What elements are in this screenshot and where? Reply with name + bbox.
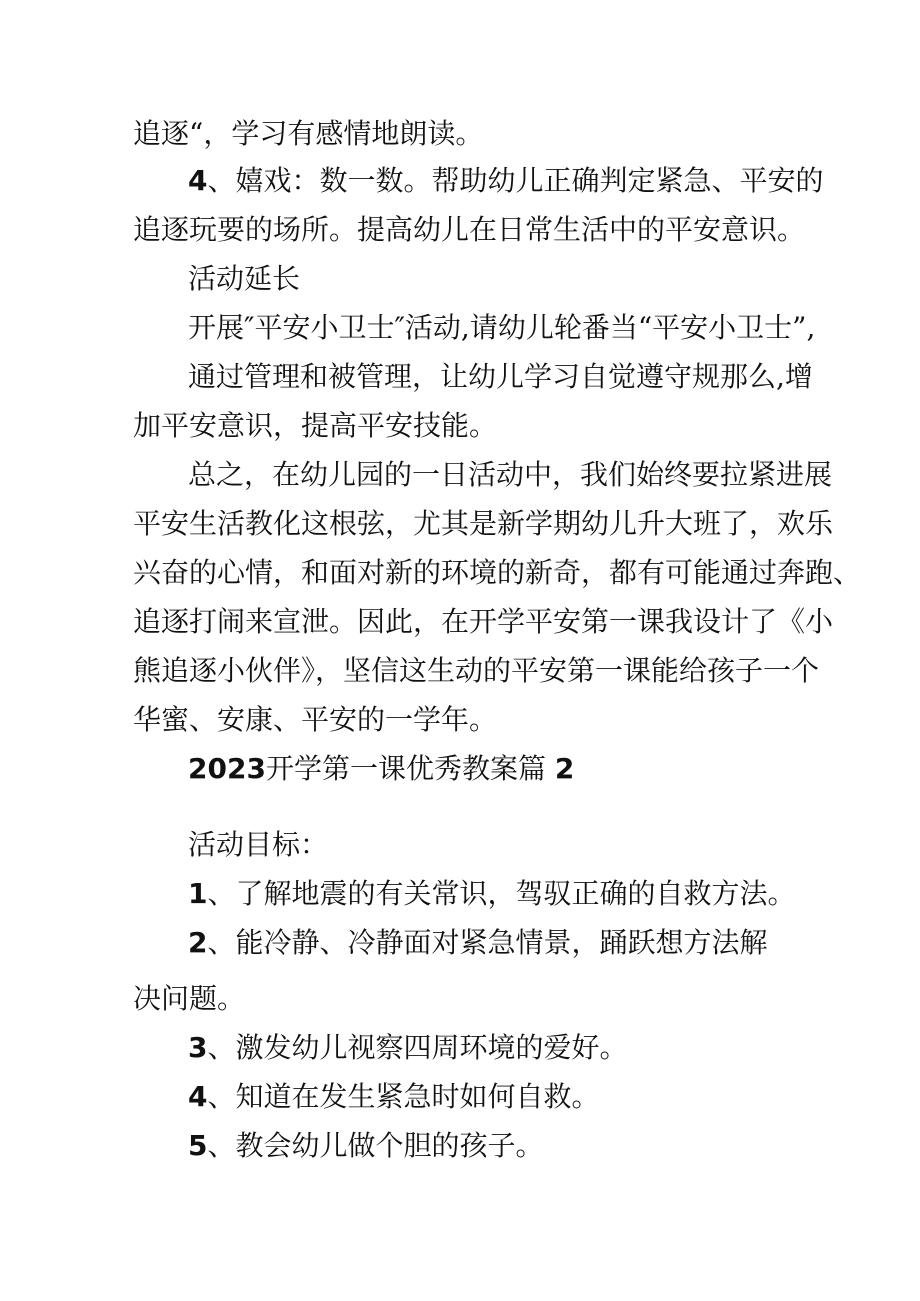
paragraph-line <box>133 981 245 1017</box>
heading-year: 2023 <box>188 752 266 785</box>
paragraph-line <box>133 212 805 248</box>
goals-title: 活动目标： <box>188 828 329 861</box>
summary-line: 兴奋的心情，和面对新的环境的新奇，都有可能通过奔跑、 <box>133 556 862 589</box>
item-text: 、教会幼儿做个胆的孩子。 <box>207 1129 544 1162</box>
list-item <box>188 925 768 961</box>
extension-title: 活动延长 <box>188 262 301 295</box>
item-text: 、嬉戏：数一数。帮助幼儿正确判定紧急、平安的 <box>207 164 824 197</box>
item-number: 3 <box>188 1031 208 1064</box>
extension-paragraph: 加平安意识，提高平安技能。 <box>133 409 498 442</box>
summary-line: 追逐打闹来宣泄。因此，在开学平安第一课我设计了《小 <box>133 605 834 638</box>
list-item <box>188 1079 600 1115</box>
section-title <box>188 261 300 297</box>
paragraph-line <box>133 702 497 738</box>
summary-line: 平安生活教化这根弦，尤其是新学期幼儿升大班了，欢乐 <box>133 507 834 540</box>
section-heading <box>188 751 574 787</box>
summary-line: 熊追逐小伙伴》，坚信这生动的平安第一课能给孩子一个 <box>133 654 820 687</box>
summary-line: 华蜜、安康、平安的一学年。 <box>133 703 498 736</box>
summary-line: 总之，在幼儿园的一日活动中，我们始终要拉紧进展 <box>188 458 833 491</box>
item-number: 4 <box>188 1080 208 1113</box>
heading-number: 2 <box>554 752 575 785</box>
paragraph-line <box>133 506 833 542</box>
paragraph-line <box>133 408 497 444</box>
item-number: 2 <box>188 926 208 959</box>
item-number: 1 <box>188 877 208 910</box>
heading-text: 开学第一课优秀教案篇 <box>265 752 546 785</box>
list-item <box>188 1128 544 1164</box>
item-text: 、知道在发生紧急时如何自救。 <box>207 1080 600 1113</box>
item-number: 5 <box>188 1129 208 1162</box>
list-item <box>188 163 824 199</box>
paragraph-line <box>133 116 483 152</box>
paragraph-line <box>133 555 861 591</box>
text: 追逐“，学习有感情地朗读。 <box>133 117 484 150</box>
paragraph-line <box>188 359 813 395</box>
list-item <box>188 876 796 912</box>
item-text-continued: 决问题。 <box>133 982 246 1015</box>
paragraph-line <box>188 310 815 346</box>
list-item <box>188 1030 628 1066</box>
item-text: 、激发幼儿视察四周环境的爱好。 <box>207 1031 628 1064</box>
item-text: 、了解地震的有关常识，驾驭正确的自救方法。 <box>207 877 796 910</box>
item-number: 4 <box>188 164 208 197</box>
item-text: 、能冷静、冷静面对紧急情景，踊跃想方法解 <box>207 926 768 959</box>
section-title <box>188 827 328 863</box>
item-text-continued: 追逐玩要的场所。提高幼儿在日常生活中的平安意识。 <box>133 213 806 246</box>
paragraph-line <box>188 457 832 493</box>
paragraph-line <box>133 604 833 640</box>
paragraph-line <box>133 653 819 689</box>
extension-paragraph: 开展″平安小卫士″活动,请幼儿轮番当“平安小卫士”, <box>188 311 816 344</box>
extension-paragraph: 通过管理和被管理，让幼儿学习自觉遵守规那么,增 <box>188 360 813 393</box>
